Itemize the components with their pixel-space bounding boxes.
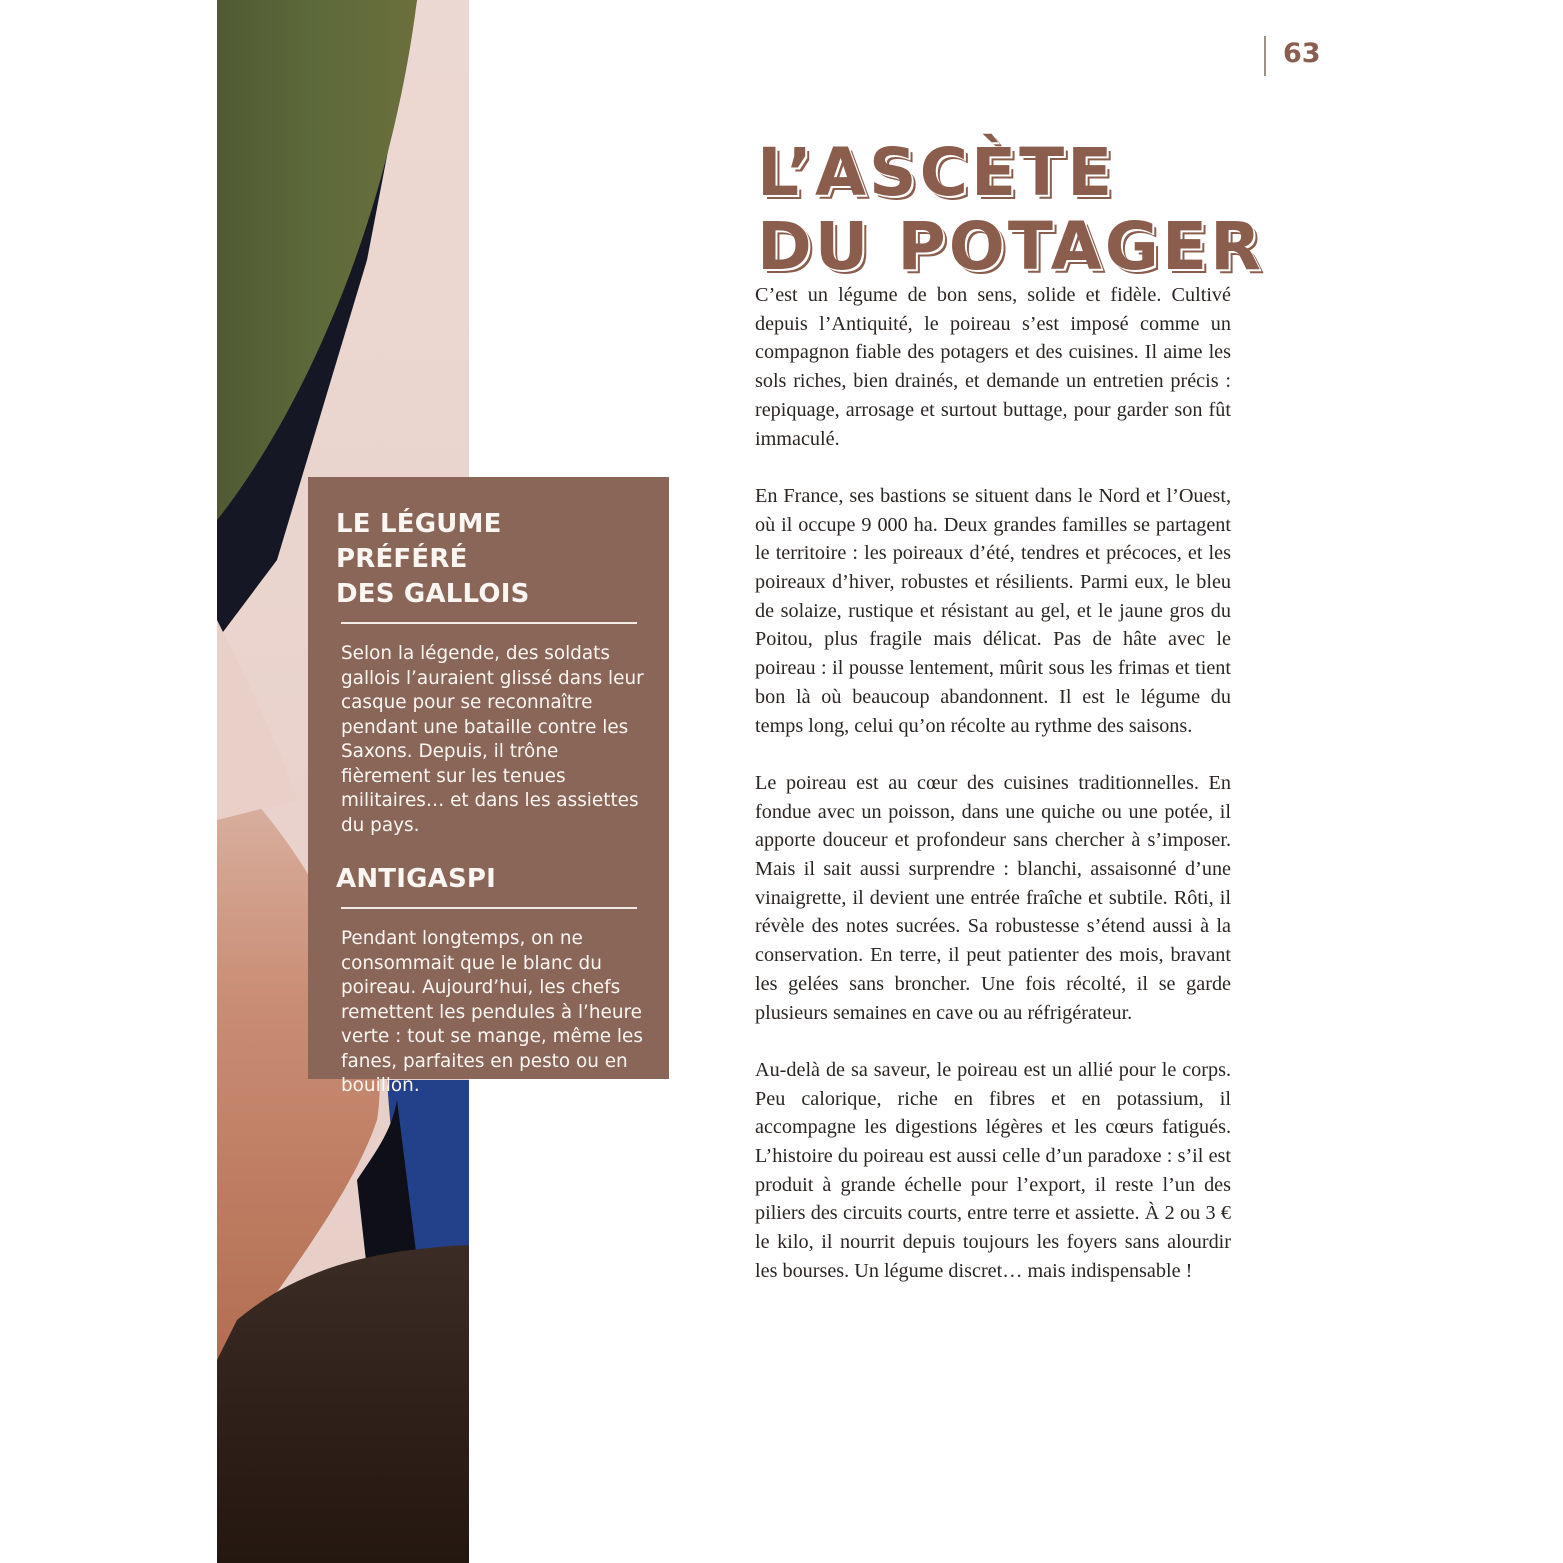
article-body (755, 281, 1231, 1314)
page-number: 63 (1283, 38, 1321, 69)
folio-divider (1264, 36, 1266, 76)
sidebar-heading-line: DES GALLOIS (336, 579, 530, 609)
article-title (757, 136, 1264, 284)
body-paragraph: C’est un légume de bon sens, solide et fidèle. Cultivé depuis l’Antiquité, le poireau s’est imposé comme un compagnon fiable des potagers et des cuisines. Il aime les sols riches, bien drainés, et demande un entretien précis : repiquage, arrosage et surtout buttage, pour garder son fût immaculé. (755, 284, 1231, 450)
body-paragraph: Le poireau est au cœur des cuisines traditionnelles. En fondue avec un poisson, dans une quiche ou une potée, il apporte douceur et profondeur sans chercher à s’imposer. Mais il sait aussi surprendre : blanchi, assaisonné d’une vinaigrette, il devient une entrée fraîche et subtile. Rôti, il révèle des notes sucrées. Sa robustesse s’étend aussi à la conservation. En terre, il peut patienter des mois, bravant les gelées sans broncher. Une fois récolté, il se garde plusieurs semaines en cave ou au réfrigérateur. (755, 771, 1231, 1024)
title-line: L’ASCÈTE (757, 134, 1116, 211)
sidebar-divider (341, 907, 637, 909)
title-line: DU POTAGER (757, 208, 1264, 285)
sidebar-section-welsh (336, 507, 644, 838)
sidebar-heading (336, 507, 639, 612)
body-paragraph: Au-delà de sa saveur, le poireau est un allié pour le corps. Peu calorique, riche en fibres et en potassium, il accompagne les digestions légères et les cœurs fatigués. L’histoire du poireau est aussi celle d’un paradoxe : s’il est produit à grande échelle pour l’export, il reste l’un des piliers des circuits courts, entre terre et assiette. À 2 ou 3 € le kilo, il nourrit depuis toujours les foyers sans alourdir les bourses. Un légume discret… mais indispensable ! (755, 1058, 1231, 1282)
sidebar-text: Pendant longtemps, on ne consommait que le blanc du poireau. Aujourd’hui, les chefs remettent les pendules à l’heure verte : tout se mange, même les fanes, parfaites en pesto ou en bouillon. (341, 928, 643, 1096)
sidebar-divider (341, 622, 637, 624)
sidebar-heading-line: LE LÉGUME PRÉFÉRÉ (336, 509, 502, 574)
sidebar-text: Selon la légende, des soldats gallois l’auraient glissé dans leur casque pour se reconnaître pendant une bataille contre les Saxons. Depuis, il trône fièrement sur les tenues militaires… et dans les assiettes du pays. (341, 643, 644, 836)
sidebar-heading-line: ANTIGASPI (336, 864, 497, 894)
sidebar-heading (336, 862, 639, 897)
body-paragraph: En France, ses bastions se situent dans le Nord et l’Ouest, où il occupe 9 000 ha. Deux grandes familles se partagent le territoire : les poireaux d’été, tendres et précoces, et les poireaux d’hiver, robustes et résilients. Parmi eux, le bleu de solaize, rustique et résistant au gel, et le jaune gros du Poitou, plus fragile mais délicat. Pas de hâte avec le poireau : il pousse lentement, mûrit sous les frimas et tient bon là où beaucoup abandonnent. Il est le légume du temps long, celui qu’on récolte au rythme des saisons. (755, 484, 1231, 737)
sidebar-box (308, 477, 669, 1096)
sidebar-section-antigaspi (336, 862, 643, 1099)
